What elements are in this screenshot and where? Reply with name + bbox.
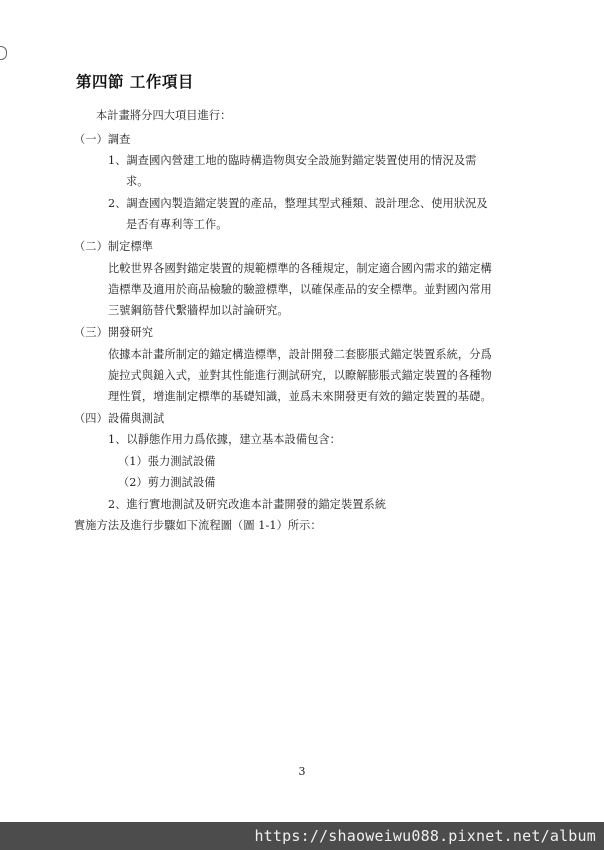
heading-survey: （一）調查 [74,133,131,146]
watermark-url: https://shaoweiwu088.pixnet.net/album [254,827,596,845]
page-number: 3 [298,765,306,778]
heading-development: （三）開發研究 [74,326,154,339]
equipment-item-1: 1、以靜態作用力爲依據，建立基本設備包含： [108,433,341,446]
survey-item-2-line-1: 2、調查國內製造錨定裝置的產品，整理其型式種類、設計理念、使用狀況及 [108,197,488,210]
equipment-subitem-2: （2）剪力測試設備 [118,476,216,489]
heading-equipment: （四）設備與測試 [74,412,165,425]
page-corner-mark [0,46,7,60]
survey-item-1-line-1: 1、調查國內營建工地的臨時構造物與安全設施對錨定裝置使用的情況及需 [108,154,477,167]
intro-line: 本計畫將分四大項目進行： [96,109,232,122]
development-line-2: 旋拉式與鎚入式，並對其性能進行測試研究，以瞭解膨脹式錨定裝置的各種物 [108,369,492,382]
standards-line-1: 比較世界各國對錨定裝置的規範標準的各種規定，制定適合國內需求的錨定構 [108,262,492,275]
development-line-1: 依據本計畫所制定的錨定構造標準，設計開發二套膨脹式錨定裝置系統，分爲 [108,348,492,361]
survey-item-2-line-2: 是否有專利等工作。 [126,218,228,231]
standards-line-2: 造標準及適用於商品檢驗的驗證標準，以確保產品的安全標準。並對國內常用 [108,283,492,296]
survey-item-1-line-2: 求。 [126,175,149,188]
equipment-item-2: 2、進行實地測試及研究改進本計畫開發的錨定裝置系統 [108,498,387,511]
development-line-3: 理性質，增進制定標準的基礎知識，並爲未來開發更有效的錨定裝置的基礎。 [108,390,492,403]
equipment-subitem-1: （1）張力測試設備 [118,455,216,468]
section-title: 第四節 工作項目 [76,73,194,91]
standards-line-3: 三號鋼筋替代繫牆桿加以討論研究。 [108,304,289,317]
heading-standards: （二）制定標準 [74,240,154,253]
method-line: 實施方法及進行步驟如下流程圖（圖 1-1）所示： [74,519,322,532]
watermark-bar [0,822,604,850]
